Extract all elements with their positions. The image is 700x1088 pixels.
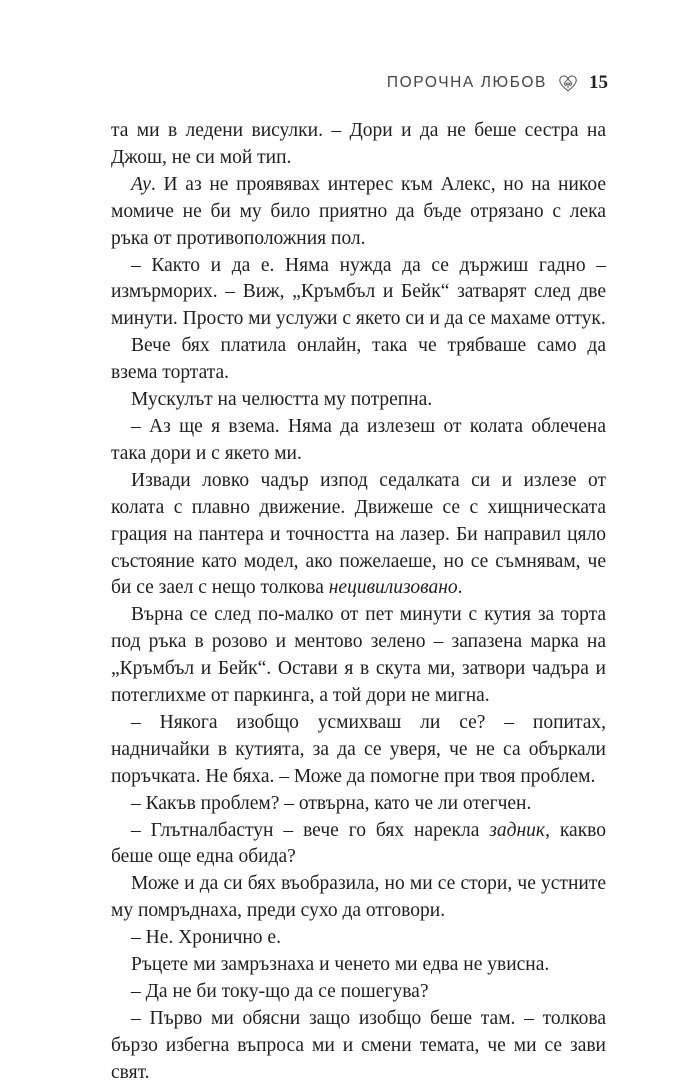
page-number: 15 xyxy=(589,72,608,93)
running-title: ПОРОЧНА ЛЮБОВ xyxy=(386,74,547,91)
paragraph xyxy=(111,791,606,818)
text-run: – Не. Хронично е. xyxy=(131,927,281,949)
body-text xyxy=(111,118,611,1087)
text-run: Вече бях платила онлайн, така че трябваше само да взема тортата. xyxy=(111,335,611,384)
text-run: , какво беше още една обида? xyxy=(111,819,611,868)
text-run: та ми в ледени висулки. – Дори и да не беше сестра на Джош, не си мой тип. xyxy=(111,120,611,168)
text-run: – Глътналбастун – вече го бях нарекла xyxy=(131,819,490,841)
text-run: . И аз не проявявах интерес към Алекс, но на никое момиче не би му било приятно да бъде отрязано с лека ръка от противоположния пол. xyxy=(111,173,611,249)
paragraph xyxy=(111,925,606,952)
text-run: Може и да си бях въобразила, но ми се стори, че устните му помръднаха, преди сухо да отговори. xyxy=(111,873,611,922)
paragraph xyxy=(111,952,606,979)
paragraph xyxy=(111,818,611,872)
text-run: – Аз ще я взема. Няма да излезеш от колата облечена така дори и с якето ми. xyxy=(111,415,611,464)
text-run: – Както и да е. Няма нужда да се държиш гадно – измърморих. – Виж, „Кръмбъл и Бейк“ затварят след две минути. Просто ми услужи с якето си и да се махаме оттук. xyxy=(111,254,611,330)
paragraph xyxy=(111,710,611,791)
paragraph xyxy=(111,602,611,710)
paragraph xyxy=(111,414,611,468)
paragraph xyxy=(111,118,611,172)
heart-ornament-icon xyxy=(557,72,579,94)
text-run: – Да не би току-що да се пошегува? xyxy=(131,981,429,1002)
running-header xyxy=(387,72,608,94)
paragraph xyxy=(111,1006,611,1087)
text-run: . xyxy=(457,577,463,599)
italic-text: Ау xyxy=(131,173,151,195)
italic-text: нецивилизовано xyxy=(328,577,458,599)
text-run: – Някога изобщо усмихваш ли се? – попитах, надничайки в кутията, за да се уверя, че не са объркали поръчката. Не бяха. – Може да помогне при твоя проблем. xyxy=(111,711,611,787)
paragraph xyxy=(111,387,606,414)
text-run: – Първо ми обясни защо изобщо беше там. – толкова бързо избегна въпроса ми и смени темата, че ми се зави свят. xyxy=(111,1007,611,1083)
text-run: Мускулът на челюстта му потрепна. xyxy=(131,389,433,411)
text-run: Върна се след по-малко от пет минути с кутия за торта под ръка в розово и ментово зелено – запазена марка на „Кръмбъл и Бейк“. Остави я в скута ми, затвори чадъра и потеглихме от паркинга, а той дори не мигна. xyxy=(111,604,611,707)
paragraph xyxy=(111,979,606,1006)
paragraph xyxy=(111,253,611,334)
text-run: Ръцете ми замръзнаха и ченето ми едва не увисна. xyxy=(131,954,550,976)
text-run: – Какъв проблем? – отвърна, като че ли отегчен. xyxy=(131,792,532,814)
paragraph xyxy=(111,333,611,387)
italic-text: задник xyxy=(489,819,546,841)
text-run: Извади ловко чадър изпод седалката си и излезе от колата с плавно движение. Движеше се с хищническата грация на пантера и точността на лазер. Би направил цяло състояние като модел, ако пожелаеше, но се съмнявам, че би се заел с нещо толкова xyxy=(111,469,611,599)
paragraph xyxy=(111,172,611,253)
paragraph xyxy=(111,468,611,603)
paragraph xyxy=(111,871,611,925)
